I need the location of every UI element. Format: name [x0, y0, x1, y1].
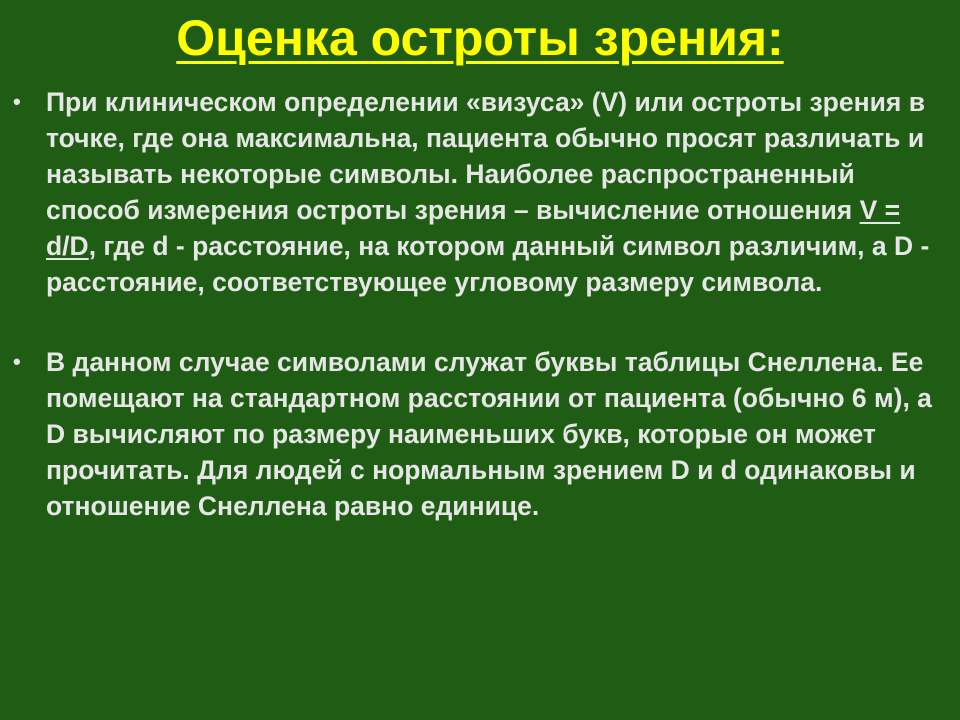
bullet-item-snellen-chart [13, 344, 936, 524]
bullet-icon: • [13, 349, 21, 374]
slide-title [0, 2, 960, 74]
bullet-list [13, 84, 936, 524]
bullet-icon: • [13, 89, 21, 114]
bullet-text-part: При клиническом определении «визуса» (V) или остроты зрения в точке, где она максимальна, пациента обычно просят различать и называть некоторые символы. Наиболее распространенный способ измерения остроты зрения – вычисление отношения [46, 87, 926, 225]
acuity-formula: V = d/D [46, 195, 901, 261]
bullet-text-part: , где d - расстояние, на котором данный символ различим, а D - расстояние, соответствующее угловому размеру символа. [46, 231, 930, 297]
bullet-item-visus-definition [13, 84, 936, 300]
bullet-text: В данном случае символами служат буквы таблицы Снеллена. Ее помещают на стандартном расстоянии от пациента (обычно 6 м), а D вычисляют по размеру наименьших букв, которые он может прочитать. Для людей с нормальным зрением D и d одинаковы и отношение Снеллена равно единице. [46, 347, 932, 521]
slide-title-text: Оценка остроты зрения: [176, 10, 784, 66]
